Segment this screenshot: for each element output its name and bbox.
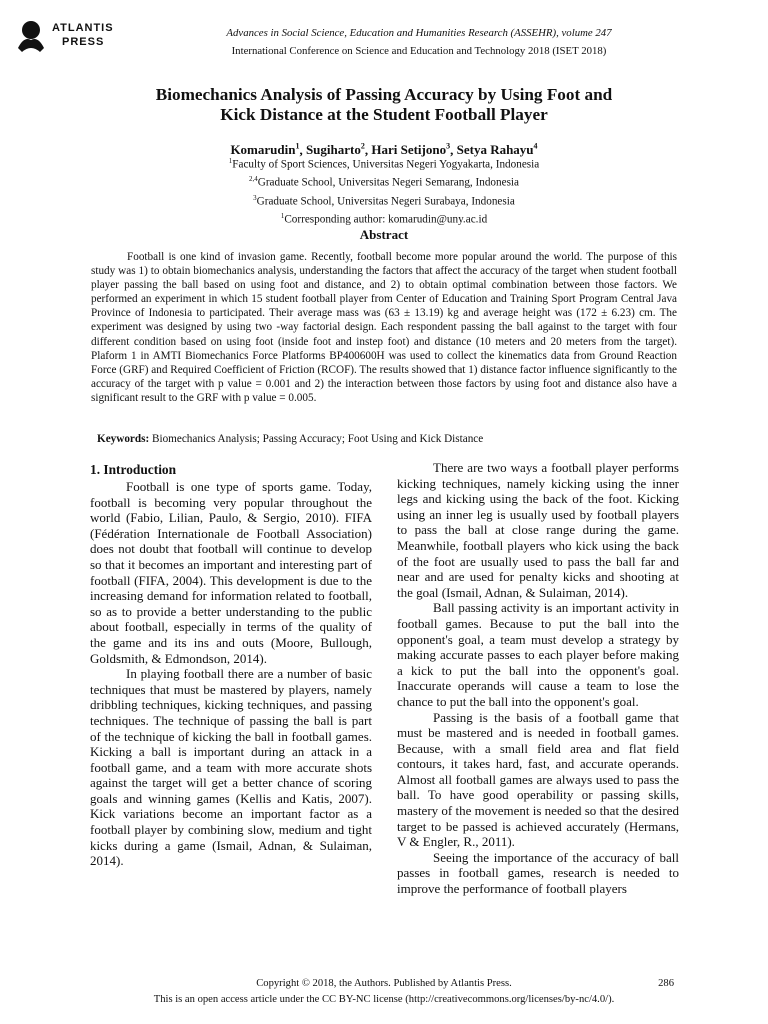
corresponding-author: $^1$Corresponding author: komarudin@uny.ac.id [280,211,488,226]
affiliation: $^{2,4}$Graduate School, Universitas Negeri Semarang, Indonesia [248,175,520,190]
body-paragraph: Ball passing activity is an important activity in football games. Because to put the ball into the opponent's goal, a team must develop a strategy by making accurate passes to each player before making a kick to put the ball into the opponent's goal. Inaccurate operands will cause a team to lose the chance to put the ball into the opponent's goal. [397,600,679,709]
publisher-name [52,21,114,49]
section-heading: 1. Introduction [90,462,177,477]
copyright-notice: Copyright © 2018, the Authors. Published by Atlantis Press. [256,978,512,989]
publisher-logo [14,18,124,56]
author-list: Komarudin$^1$, Sugiharto$^2$, Hari Setijono$^3$, Setya Rahayu$^4$ [230,142,538,158]
author: Setya Rahayu$^4$ [456,142,538,158]
author: Komarudin$^1$ [230,142,300,158]
left-column [90,460,372,869]
atlas-figure-icon [14,18,48,54]
title-line-2: Kick Distance at the Student Football Player [220,105,548,124]
keywords [97,432,688,446]
journal-header: Advances in Social Science, Education and Humanities Research (ASSEHR), volume 247 [226,27,612,39]
page-number: 286 [658,978,674,989]
keywords-label: Keywords: [97,433,150,445]
author: Hari Setijono$^3$ [371,142,451,158]
author: Sugiharto$^2$ [305,142,365,158]
abstract-heading: Abstract [359,227,409,242]
title-line-1: Biomechanics Analysis of Passing Accuracy by Using Foot and [155,85,613,104]
conference-header: International Conference on Science and Education and Technology 2018 (ISET 2018) [231,45,607,57]
affiliation: $^3$Graduate School, Universitas Negeri Surabaya, Indonesia [253,193,515,208]
license-notice: This is an open access article under the CC BY-NC license (http://creativecommons.org/licenses/by-nc/4.0/). [153,994,615,1005]
publisher-name-line1: ATLANTIS [52,22,114,34]
right-column [397,460,679,897]
body-paragraph: In playing football there are a number of basic techniques that must be mastered by players, namely dribbling techniques, kicking techniques, and passing techniques. The technique of passing the ball is part of the technique of kicking the ball in football games. Kicking a ball is important during an attack in a football game, and a team with more accurate shots against the target will get a better chance of scoring goals and winning games (Kellis and Katis, 2007). Kick variations become an important factor as a football player by combining slow, medium and tight kicks during a game (Ismail, Adnan, & Sulaiman, 2014). [90,666,372,869]
paper-title [60,85,708,125]
affiliations [60,154,708,227]
affiliation: $^1$Faculty of Sport Sciences, Universitas Negeri Yogyakarta, Indonesia [228,157,540,171]
publisher-name-line2: PRESS [62,36,105,48]
body-paragraph: Seeing the importance of the accuracy of ball passes in football games, research is needed to improve the performance of football players [397,849,679,897]
body-paragraph: Passing is the basis of a football game that must be mastered and is needed in football games. Because, with a small field area and flat field contours, it takes hard, fast, and accurate operands. Almost all football games are always used to pass the ball. To have good operability or passing skills, mastery of the movement is needed so that the desired target to be passed is achieved accurately (Hermans, V & Engler, R., 2011). [397,709,679,850]
abstract-text: Football is one kind of invasion game. Recently, football become more popular around the world. The purpose of this study was 1) to obtain biomechanics analysis, understanding the factors that affect the accuracy of the target when student football player passing the ball based on using foot and distance, and 2) to obtain optimal combination between those factors. We performed an experiment in which 15 student football player from Center of Education and Training Sport Program Central Java Province of Indonesia to participated. Their average mass was (63 ± 13.19) kg and average height was (172 ± 6.23) cm. The experiment was designed by using two -way factorial design. Each respondent passing the ball against to the target with four different condition based on using foot (inside foot and instep foot) and distance (10 meters and 20 meters from the target). Plaform 1 in AMTI Biomechanics Force Platforms BP400600H was used to collect the kinematics data from Ground Reaction Force (GRF) and Required Coefficient of Friction (RCOF). The results showed that 1) distance factor influence significantly to the accuracy of the target with p value = 0.001 and 2) the interaction between those factors by using foot and distance also have a significant result to the GRF with p value = 0.005. [91,251,677,404]
body-paragraph: There are two ways a football player performs kicking techniques, namely kicking using the inner legs and kicking using the back of the foot. Kicking using an inner leg is usually used by football players to pass the ball at close range during the game. Meanwhile, football players who kick using the back of the foot are usually used to pass the ball far and near and are used for penalty kicks and shooting at the goal (Ismail, Adnan, & Sulaiman, 2014). [397,460,679,600]
keywords-text: Biomechanics Analysis; Passing Accuracy; Foot Using and Kick Distance [152,433,484,445]
body-paragraph: Football is one type of sports game. Today, football is becoming very popular throughout the world (Fabio, Lilian, Paulo, & Sergio, 2010). FIFA (Fédération Internationale de Football Association) does not doubt that football will continue to develop so that it becomes an important and interesting part of football (FIFA, 2004). This development is due to the increasing demand for information related to football, so as to provide a better understanding to the public about football, especially in terms of the quality of the game and its ins and outs (Moore, Bullough, Goldsmith, & Edmondson, 2014). [90,479,372,666]
